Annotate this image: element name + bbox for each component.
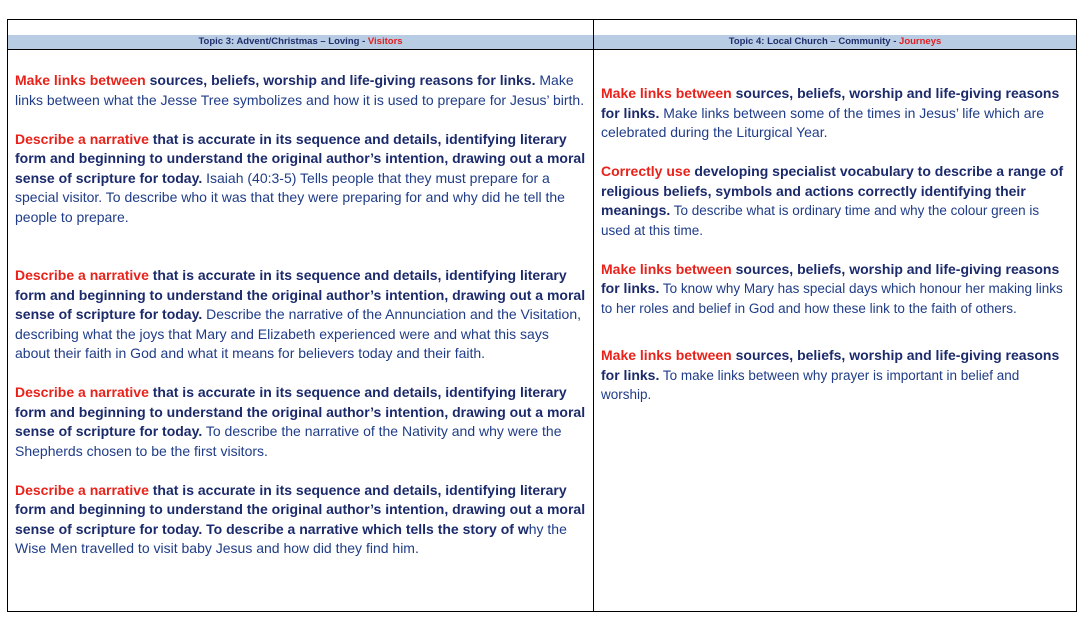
left-paragraph (15, 481, 587, 559)
right-column-content (601, 84, 1071, 424)
objective-keyword: Make links between (601, 85, 732, 101)
activity-text: hy the Wise Men travelled to visit baby Jesus and how did they find him. (15, 520, 567, 556)
column-divider (593, 20, 594, 611)
right-column-header (594, 35, 1076, 50)
right-header-title: Topic 4: Local Church – Community - (728, 36, 900, 47)
objective-text: sources, beliefs, worship and life-giving reasons for links. (145, 72, 536, 88)
objective-keyword: Describe a narrative (15, 267, 149, 283)
left-paragraph (15, 71, 587, 110)
activity-text: Describe the narrative of the Annunciation and the Visitation, describing what the joys that Mary and Elizabeth experienced were and what this says about their faith in God and what it means for believers today and their faith. (15, 306, 581, 361)
activity-text: To describe what is ordinary time and why the colour green is used at this time. (601, 203, 1040, 238)
objective-keyword: Correctly use (601, 163, 691, 179)
activity-text: Isaiah (40:3-5) Tells people that they must prepare for a special visitor. To describe who it was that they were preparing for and why did he tell the people to prepare. (15, 169, 565, 225)
right-paragraph (601, 260, 1071, 319)
left-header-accent: Visitors (367, 36, 403, 47)
objective-text: sources, beliefs, worship and life-giving reasons for links. (601, 347, 1060, 383)
objective-keyword: Describe a narrative (15, 481, 149, 498)
objective-text: that is accurate in its sequence and details, identifying literary form and beginning to understand the original author’s intention, drawing out a moral sense of scripture for today. (15, 267, 586, 322)
objective-text: that is accurate in its sequence and details, identifying literary form and beginning to understand the original author’s intention, drawing out a moral sense of scripture for today. (15, 384, 586, 439)
table-top-row (8, 20, 1076, 36)
left-paragraph (15, 130, 587, 228)
objective-keyword: Make links between (601, 260, 732, 277)
left-column-header (8, 35, 593, 50)
objective-text: sources, beliefs, worship and life-giving reasons for links. (601, 260, 1060, 296)
activity-text: To make links between why prayer is important in belief and worship. (601, 367, 1020, 402)
right-paragraph (601, 162, 1071, 240)
left-column-content (15, 71, 587, 578)
left-header-title: Topic 3: Advent/Christmas – Loving - (198, 36, 368, 47)
objective-keyword: Make links between (601, 347, 732, 363)
topics-table (7, 19, 1077, 612)
right-paragraph (601, 84, 1071, 143)
objective-text: sources, beliefs, worship and life-giving reasons for links. (601, 85, 1060, 121)
left-paragraph (15, 266, 587, 364)
objective-keyword: Describe a narrative (15, 130, 149, 147)
activity-text: To know why Mary has special days which honour her making links to her roles and belief in God and how these link to the faith of others. (601, 281, 1063, 316)
objective-text: that is accurate in its sequence and details, identifying literary form and beginning to understand the original author’s intention, drawing out a moral sense of scripture for today. (15, 130, 586, 186)
right-paragraph (601, 346, 1071, 405)
activity-text: Make links between what the Jesse Tree symbolizes and how it is used to prepare for Jesus’ birth. (15, 72, 585, 108)
objective-text: developing specialist vocabulary to describe a range of religious beliefs, symbols and actions correctly identifying their meanings. (601, 163, 1064, 218)
left-paragraph (15, 383, 587, 461)
activity-text: Make links between some of the times in Jesus’ life which are celebrated during the Liturgical Year. (601, 104, 1045, 140)
activity-text: To describe the narrative of the Nativity and why were the Shepherds chosen to be the first visitors. (15, 423, 562, 459)
objective-keyword: Make links between (15, 72, 146, 88)
right-header-accent: Journeys (899, 36, 942, 47)
objective-keyword: Describe a narrative (15, 384, 149, 400)
objective-text: that is accurate in its sequence and details, identifying literary form and beginning to understand the original author’s intention, drawing out a moral sense of scripture for today. To describe a narrative which tells the story of w (15, 481, 586, 537)
